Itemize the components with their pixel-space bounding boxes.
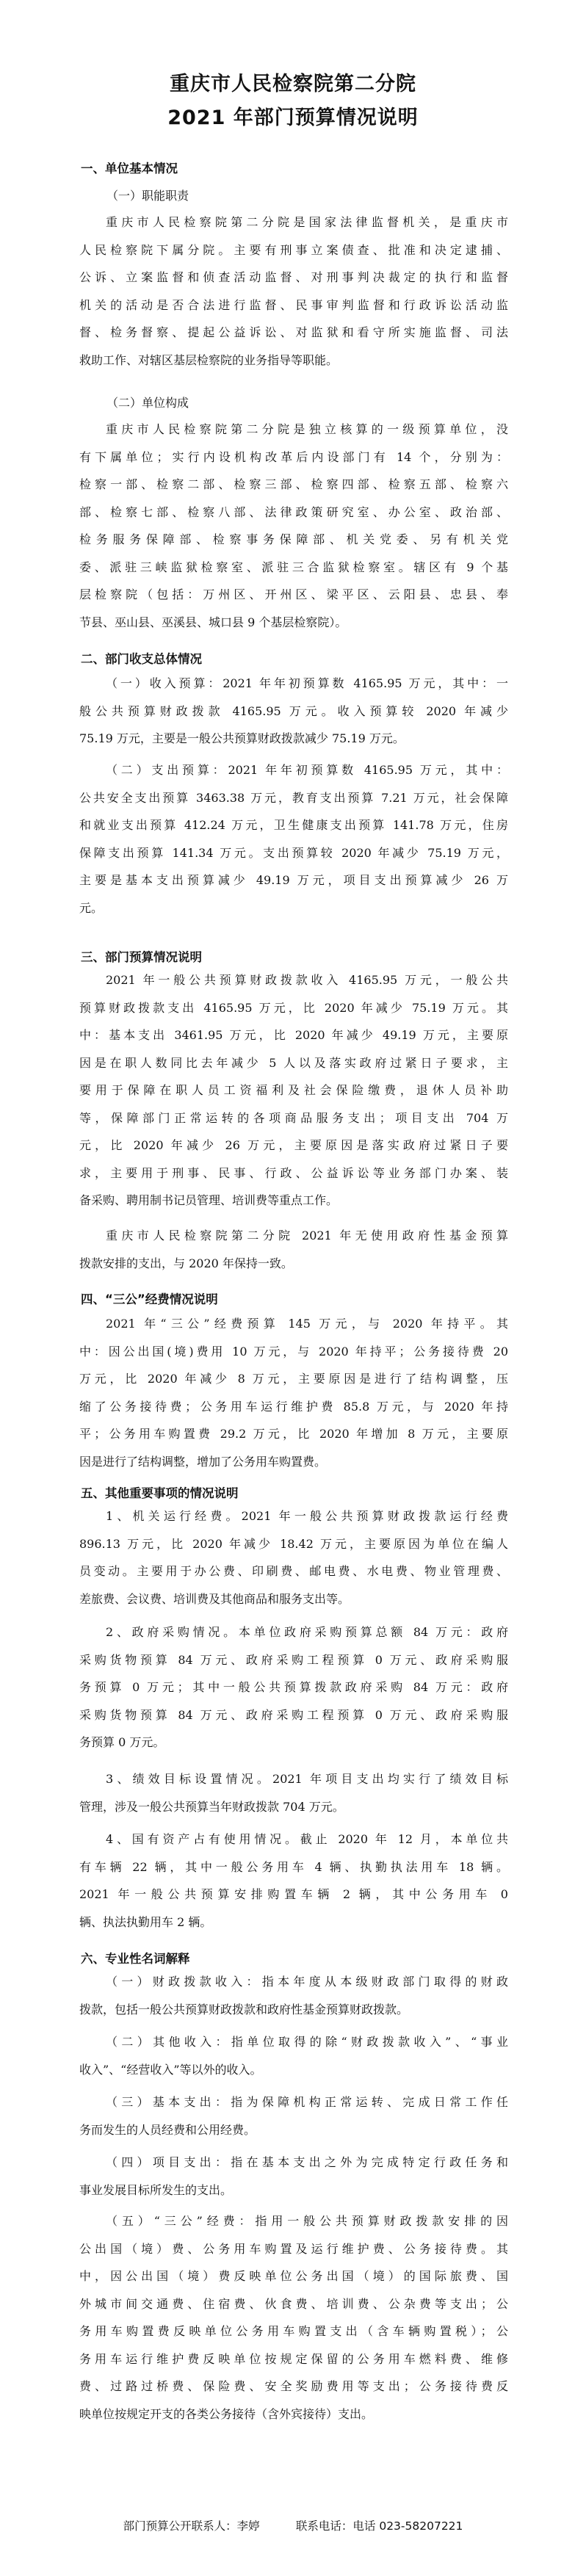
text-line: 和就业支出预算 412.24 万元，卫生健康支出预算 141.78 万元，住房	[79, 818, 508, 832]
text-line: 务用车购置费反映单位公务用车购置支出（含车辆购置税）；公	[79, 2324, 508, 2338]
section-5-para-3	[79, 1765, 508, 1820]
text-line: （二）其他收入：指单位取得的除“财政拨款收入”、“事业	[106, 2035, 508, 2049]
text-line: 映单位按规定开支的各类公务接待（含外宾接待）支出。	[79, 2406, 374, 2421]
text-line: （一）财政拨款收入：指本年度从本级财政部门取得的财政	[106, 1975, 508, 1989]
section-6-para-5	[79, 2207, 508, 2428]
text-line: 896.13 万元，比 2020 年减少 18.42 万元，主要原因为单位在编人	[79, 1536, 508, 1551]
text-line: 万元，比 2020 年减少 8 万元，主要原因是进行了结构调整，压	[79, 1372, 508, 1386]
text-line: 重庆市人民检察院第二分院 2021 年无使用政府性基金预算	[106, 1229, 508, 1242]
text-line: 辆、执法执勤用车 2 辆。	[79, 1914, 212, 1929]
contact-footer	[0, 2517, 586, 2533]
text-line: 2021 年“三公”经费预算 145 万元，与 2020 年持平。其	[106, 1317, 508, 1331]
section-6-para-3	[79, 2088, 508, 2143]
section-1-heading: 一、单位基本情况	[81, 162, 178, 176]
text-line: 重庆市人民检察院第二分院是国家法律监督机关，是重庆市	[106, 215, 508, 229]
text-line: 4、国有资产占有使用情况。截止 2020 年 12 月，本单位共	[106, 1832, 508, 1846]
text-line: 层检察院（包括：万州区、开州区、梁平区、云阳县、忠县、奉	[79, 587, 508, 601]
text-line: 缩了公务接待费；公务用车运行维护费 85.8 万元，与 2020 年持	[79, 1399, 508, 1414]
text-line: 节县、巫山县、巫溪县、城口县 9 个基层检察院）。	[79, 615, 347, 629]
text-line: 差旅费、会议费、培训费及其他商品和服务支出等。	[79, 1591, 350, 1606]
text-line: （一）收入预算：2021 年年初预算数 4165.95 万元，其中：一	[106, 676, 508, 690]
text-line: 要用于保障在职人员工资福利及社会保险缴费，退休人员补助	[79, 1083, 508, 1097]
text-line: 求，主要用于刑事、民事、行政、公益诉讼等业务部门办案、装	[79, 1165, 508, 1180]
section-6-para-4	[79, 2149, 508, 2204]
contact-label: 部门预算公开联系人：	[123, 2519, 237, 2533]
text-line: 督、检务督察、提起公益诉讼、对监狱和看守所实施监督、司法	[79, 325, 508, 339]
text-line: 75.19 万元，主要是一般公共预算财政拨款减少 75.19 万元。	[79, 731, 405, 745]
phone-label: 联系电话：	[295, 2519, 353, 2533]
text-line: 有下属单位；实行内设机构改革后内设部门有 14 个，分别为：	[79, 449, 508, 464]
text-line: 费、过路过桥费、保险费、安全奖励费用等支出；公务接待费反	[79, 2379, 508, 2393]
text-line: 检察一部、检察二部、检察三部、检察四部、检察五部、检察六	[79, 477, 508, 491]
contact-phone: 电话 023-58207221	[352, 2519, 463, 2533]
contact-name: 李婷	[236, 2519, 260, 2533]
section-1-para-1	[79, 209, 508, 374]
text-line: 委、派驻三峡监狱检察室、派驻三合监狱检察室。辖区有 9 个基	[79, 560, 508, 574]
section-2-heading: 二、部门收支总体情况	[81, 652, 202, 666]
text-line: 中：因公出国(境)费用 10 万元，与 2020 年持平；公务接待费 20	[79, 1344, 508, 1358]
text-line: 平；公务用车购置费 29.2 万元，比 2020 年增加 8 万元，主要原	[79, 1427, 508, 1441]
section-3-para-1	[79, 966, 508, 1215]
text-line: 员变动。主要用于办公费、印刷费、邮电费、水电费、物业管理费、	[79, 1564, 508, 1578]
text-line: 公出国（境）费、公务用车购置及运行维护费、公务接待费。其	[79, 2241, 508, 2256]
text-line: 中，因公出国（境）费反映单位公务出国（境）的国际旅费、国	[79, 2269, 508, 2283]
text-line: 拨款，包括一般公共预算财政拨款和政府性基金预算财政拨款。	[79, 2002, 409, 2016]
section-3-para-2	[79, 1222, 508, 1277]
text-line: 管理，涉及一般公共预算当年财政拨款 704 万元。	[79, 1799, 344, 1814]
section-2-para-1	[79, 670, 508, 753]
section-5-heading: 五、其他重要事项的情况说明	[81, 1486, 239, 1500]
text-line: 务用车运行维护费反映单位按规定保留的公务用车燃料费、维修	[79, 2351, 508, 2366]
section-5-para-4	[79, 1826, 508, 1936]
text-line: 人民检察院下属分院。主要有刑事立案债查、批准和决定逮捕、	[79, 242, 508, 257]
doc-title-line2: 2021 年部门预算情况说明	[167, 106, 419, 129]
text-line: 公诉、立案监督和侦查活动监督、对刑事判决裁定的执行和监督	[79, 270, 508, 284]
text-line: 等，保障部门正常运转的各项商品服务支出；项目支出 704 万	[79, 1110, 508, 1125]
text-line: 检务服务保障部、检察事务保障部、机关党委、另有机关党	[79, 532, 508, 546]
section-5-para-1	[79, 1502, 508, 1613]
text-line: 元，比 2020 年减少 26 万元，主要原因是落实政府过紧日子要	[79, 1138, 508, 1152]
text-line: 拨款安排的支出，与 2020 年保持一致。	[79, 1256, 293, 1270]
text-line: 重庆市人民检察院第二分院是独立核算的一级预算单位，没	[106, 422, 508, 436]
text-line: 因是在职人数同比去年减少 5 人以及落实政府过紧日子要求，主	[79, 1055, 508, 1070]
text-line: 部、检察七部、检察八部、法律政策研究室、办公室、政治部、	[79, 504, 508, 519]
text-line: 元。	[79, 900, 104, 915]
text-line: （二）支出预算：2021 年年初预算数 4165.95 万元，其中：	[106, 763, 508, 777]
section-5-para-2	[79, 1618, 508, 1756]
text-line: 收入”、“经营收入”等以外的收入。	[79, 2062, 262, 2077]
text-line: 中：基本支出 3461.95 万元，比 2020 年减少 49.19 万元，主要原	[79, 1028, 508, 1042]
text-line: 救助工作、对辖区基层检察院的业务指导等职能。	[79, 352, 339, 367]
text-line: 采购货物预算 84 万元、政府采购工程预算 0 万元、政府采购服	[79, 1707, 508, 1722]
section-4-heading: 四、“三公”经费情况说明	[81, 1292, 218, 1306]
text-line: 备采购、聘用制书记员管理、培训费等重点工作。	[79, 1193, 339, 1207]
section-2-para-2	[79, 756, 508, 922]
text-line: 主要是基本支出预算减少 49.19 万元，项目支出预算减少 26 万	[79, 873, 508, 887]
text-line: 务预算 0 万元；其中一般公共预算拨款政府采购 84 万元：政府	[79, 1680, 508, 1694]
text-line: 1、机关运行经费。2021 年一般公共预算财政拨款运行经费	[106, 1509, 508, 1523]
text-line: 事业发展目标所发生的支出。	[79, 2182, 233, 2197]
text-line: （五）“三公”经费：指用一般公共预算财政拨款安排的因	[106, 2214, 508, 2228]
text-line: 预算财政拨款支出 4165.95 万元，比 2020 年减少 75.19 万元。其	[79, 1000, 508, 1015]
doc-title-line1: 重庆市人民检察院第二分院	[170, 73, 416, 95]
section-4-para-1	[79, 1310, 508, 1475]
section-6-para-2	[79, 2028, 508, 2083]
text-line: 有车辆 22 辆，其中一般公务用车 4 辆、执勤执法用车 18 辆。	[79, 1859, 508, 1874]
text-line: 公共安全支出预算 3463.38 万元，教育支出预算 7.21 万元，社会保障	[79, 790, 508, 805]
text-line: 2、政府采购情况。本单位政府采购预算总额 84 万元：政府	[106, 1625, 508, 1639]
text-line: （三）基本支出：指为保障机构正常运转、完成日常工作任	[106, 2095, 508, 2109]
text-line: 务预算 0 万元。	[79, 1735, 165, 1749]
text-line: 因是进行了结构调整，增加了公务用车购置费。	[79, 1454, 327, 1469]
text-line: 务而发生的人员经费和公用经费。	[79, 2122, 256, 2137]
section-1-sub-2: （二）单位构成	[106, 396, 189, 410]
text-line: （四）项目支出：指在基本支出之外为完成特定行政任务和	[106, 2155, 508, 2169]
text-line: 机关的活动是否合法进行监督、民事审判监督和行政诉讼活动监	[79, 297, 508, 312]
text-line: 般公共预算财政拨款 4165.95 万元。收入预算较 2020 年减少	[79, 703, 508, 718]
section-1-sub-1: （一）职能职责	[106, 189, 189, 203]
section-3-heading: 三、部门预算情况说明	[81, 950, 202, 964]
section-6-heading: 六、专业性名词解释	[81, 1952, 190, 1966]
section-1-para-2	[79, 416, 508, 636]
section-6-para-1	[79, 1968, 508, 2023]
text-line: 采购货物预算 84 万元、政府采购工程预算 0 万元、政府采购服	[79, 1652, 508, 1667]
text-line: 保障支出预算 141.34 万元。支出预算较 2020 年减少 75.19 万元，	[79, 845, 508, 860]
text-line: 3、绩效目标设置情况。2021 年项目支出均实行了绩效目标	[106, 1772, 508, 1786]
text-line: 外城市间交通费、住宿费、伙食费、培训费、公杂费等支出；公	[79, 2296, 508, 2311]
text-line: 2021 年一般公共预算财政拨款收入 4165.95 万元，一般公共	[106, 973, 508, 987]
text-line: 2021 年一般公共预算安排购置车辆 2 辆，其中公务用车 0	[79, 1887, 508, 1901]
